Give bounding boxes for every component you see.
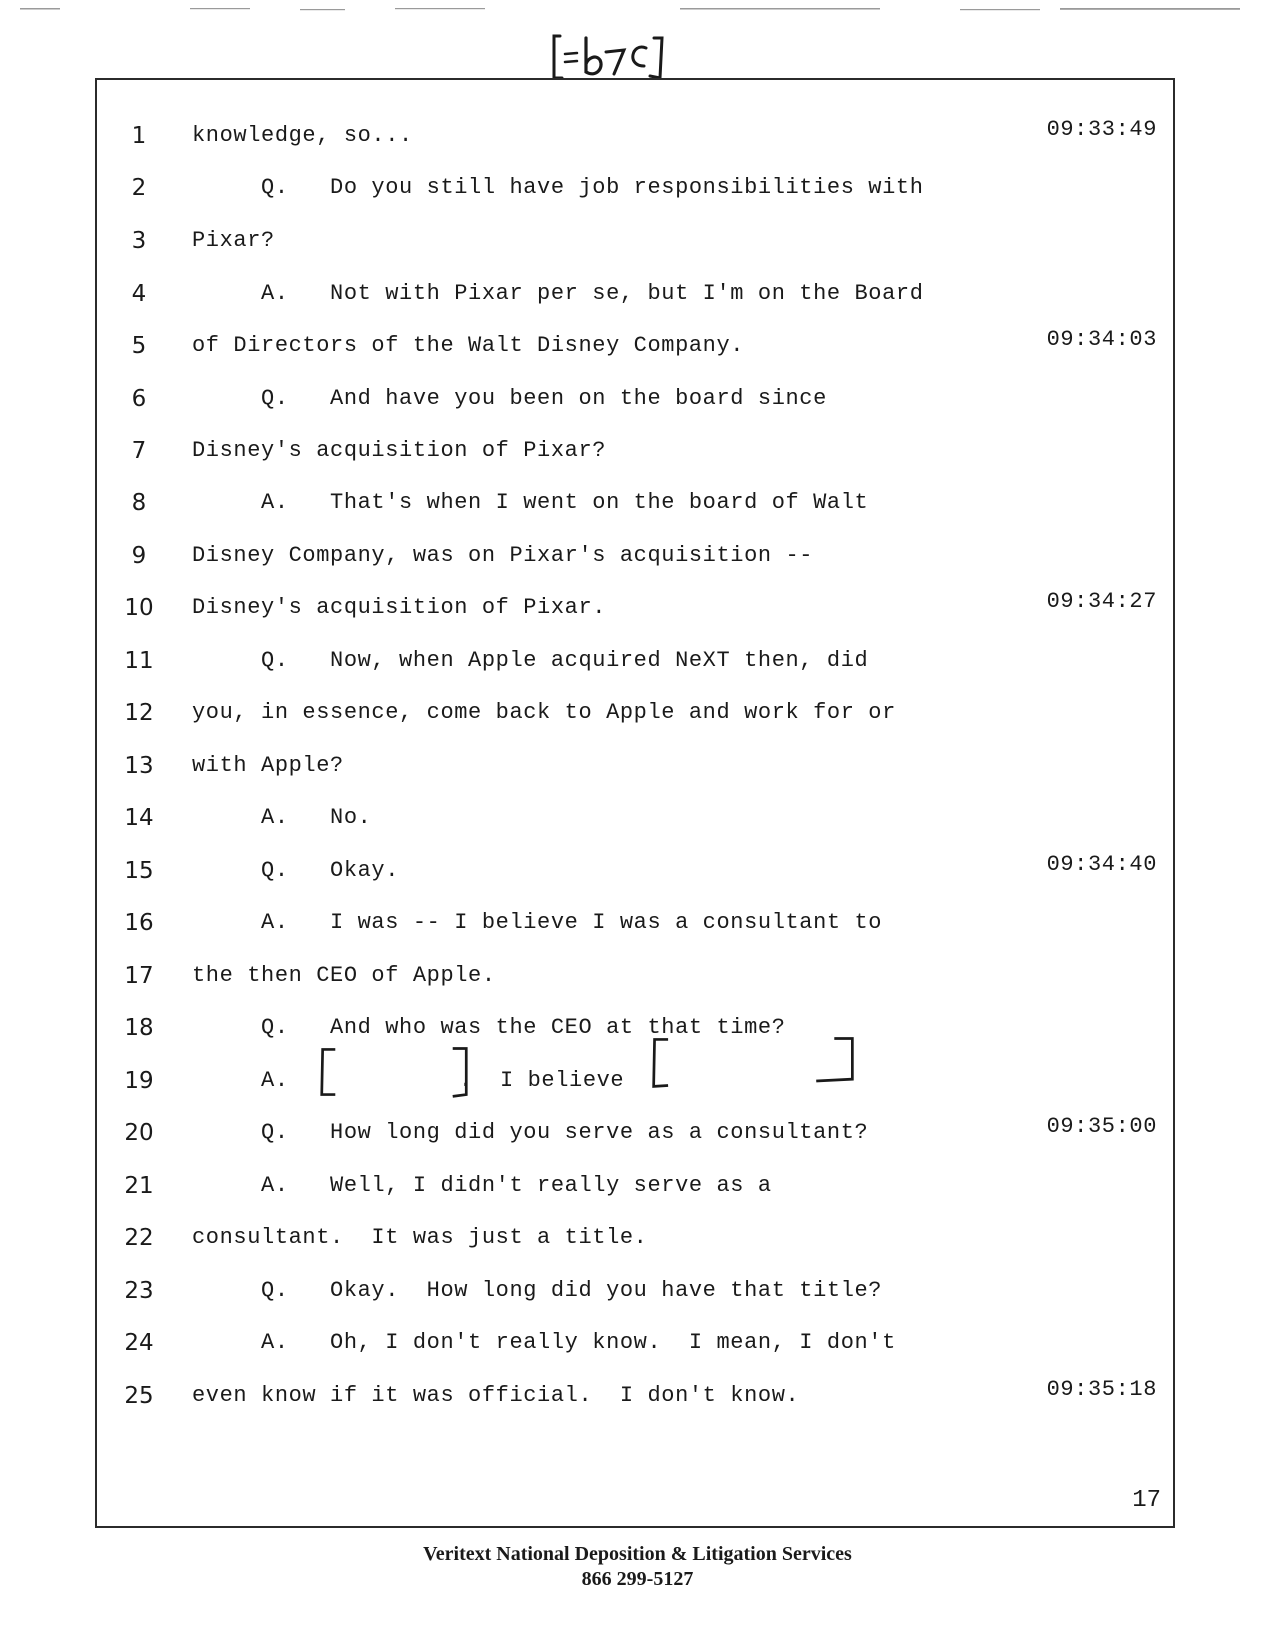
page-number: 17 <box>1132 1487 1161 1514</box>
transcript-line <box>97 805 1177 845</box>
line-text: consultant. It was just a title. <box>192 1225 648 1250</box>
handwritten-exhibit-stamp <box>548 32 674 82</box>
line-text: Q. Okay. How long did you have that title? <box>192 1278 883 1303</box>
transcript-line-redacted <box>97 1068 1177 1108</box>
line-text: with Apple? <box>192 753 344 778</box>
transcript-line <box>97 1330 1177 1370</box>
line-number: 10 <box>124 595 154 621</box>
line-number: 3 <box>131 228 147 254</box>
line-number: 12 <box>124 700 154 726</box>
line-number: 25 <box>124 1383 154 1409</box>
line-text: Q. Okay. <box>192 858 400 883</box>
transcript-line <box>97 281 1177 321</box>
line-number: 24 <box>124 1330 154 1356</box>
line-number: 19 <box>124 1068 154 1094</box>
line-text: Q. Now, when Apple acquired NeXT then, did <box>192 648 869 673</box>
line-number: 6 <box>131 386 147 412</box>
line-number: 14 <box>124 805 154 831</box>
transcript-line <box>97 438 1177 478</box>
line-number: 9 <box>131 543 147 569</box>
line-text: you, in essence, come back to Apple and work for or <box>192 700 896 725</box>
redaction-bracket <box>635 1034 871 1090</box>
transcript-line <box>97 386 1177 426</box>
line-text: Disney's acquisition of Pixar. <box>192 595 607 620</box>
transcript-line <box>97 117 1177 163</box>
line-text: knowledge, so... <box>192 123 413 148</box>
line-number: 8 <box>131 490 147 516</box>
timestamp: 09:35:00 <box>1046 1114 1157 1139</box>
line-number: 4 <box>131 281 147 307</box>
line-number: 1 <box>131 123 147 149</box>
line-text: Disney's acquisition of Pixar? <box>192 438 607 463</box>
transcript-line <box>97 327 1177 373</box>
line-text: the then CEO of Apple. <box>192 963 496 988</box>
line-text: A. That's when I went on the board of Walt <box>192 490 869 515</box>
line-number: 18 <box>124 1015 154 1041</box>
line-text: A. No. <box>192 805 372 830</box>
transcript-line <box>97 648 1177 688</box>
line-text: A. Well, I didn't really serve as a <box>192 1173 772 1198</box>
line-number: 17 <box>124 963 154 989</box>
line-text: . <box>459 1068 473 1093</box>
line-text: A. I was -- I believe I was a consultant to <box>192 910 883 935</box>
footer-phone: 866 299-5127 <box>581 1568 694 1590</box>
line-number: 7 <box>131 438 147 464</box>
footer <box>0 1542 1275 1592</box>
line-number: 16 <box>124 910 154 936</box>
line-text: of Directors of the Walt Disney Company. <box>192 333 745 358</box>
transcript-line <box>97 1377 1177 1423</box>
line-text: A. Oh, I don't really know. I mean, I don't <box>192 1330 896 1355</box>
transcript-line <box>97 753 1177 793</box>
line-number: 5 <box>131 333 147 359</box>
line-number: 11 <box>124 648 154 674</box>
line-text: A. Not with Pixar per se, but I'm on the Board <box>192 281 924 306</box>
transcript-line <box>97 910 1177 950</box>
timestamp: 09:34:40 <box>1046 852 1157 877</box>
redaction-bracket <box>309 1044 479 1100</box>
line-number: 23 <box>124 1278 154 1304</box>
transcript-line <box>97 1225 1177 1265</box>
line-text: I believe <box>500 1068 625 1093</box>
transcript-line <box>97 175 1177 215</box>
transcript-line <box>97 963 1177 1003</box>
line-text: Q. How long did you serve as a consultant? <box>192 1120 869 1145</box>
line-text: even know if it was official. I don't know. <box>192 1383 800 1408</box>
transcript-line <box>97 852 1177 898</box>
timestamp: 09:34:27 <box>1046 589 1157 614</box>
line-text: Disney Company, was on Pixar's acquisition -- <box>192 543 814 568</box>
transcript-line <box>97 589 1177 635</box>
line-text: Q. Do you still have job responsibilities with <box>192 175 924 200</box>
transcript-line <box>97 1114 1177 1160</box>
transcript-line <box>97 1173 1177 1213</box>
line-text: Q. And have you been on the board since <box>192 386 827 411</box>
line-number: 2 <box>131 175 147 201</box>
transcript-frame <box>95 78 1175 1528</box>
line-text: Pixar? <box>192 228 275 253</box>
line-text: Q. And who was the CEO at that time? <box>192 1015 786 1040</box>
transcript-line <box>97 700 1177 740</box>
transcript-line <box>97 543 1177 583</box>
line-number: 15 <box>124 858 154 884</box>
timestamp: 09:33:49 <box>1046 117 1157 142</box>
line-number: 22 <box>124 1225 154 1251</box>
footer-company: Veritext National Deposition & Litigation Services <box>423 1543 852 1565</box>
line-number: 21 <box>124 1173 154 1199</box>
line-number: 13 <box>124 753 154 779</box>
timestamp: 09:34:03 <box>1046 327 1157 352</box>
transcript-line <box>97 1278 1177 1318</box>
transcript-line <box>97 228 1177 268</box>
scan-noise-strip <box>0 0 1275 30</box>
timestamp: 09:35:18 <box>1046 1377 1157 1402</box>
transcript-line <box>97 490 1177 530</box>
line-number: 20 <box>124 1120 154 1146</box>
line-text: A. <box>192 1068 289 1093</box>
